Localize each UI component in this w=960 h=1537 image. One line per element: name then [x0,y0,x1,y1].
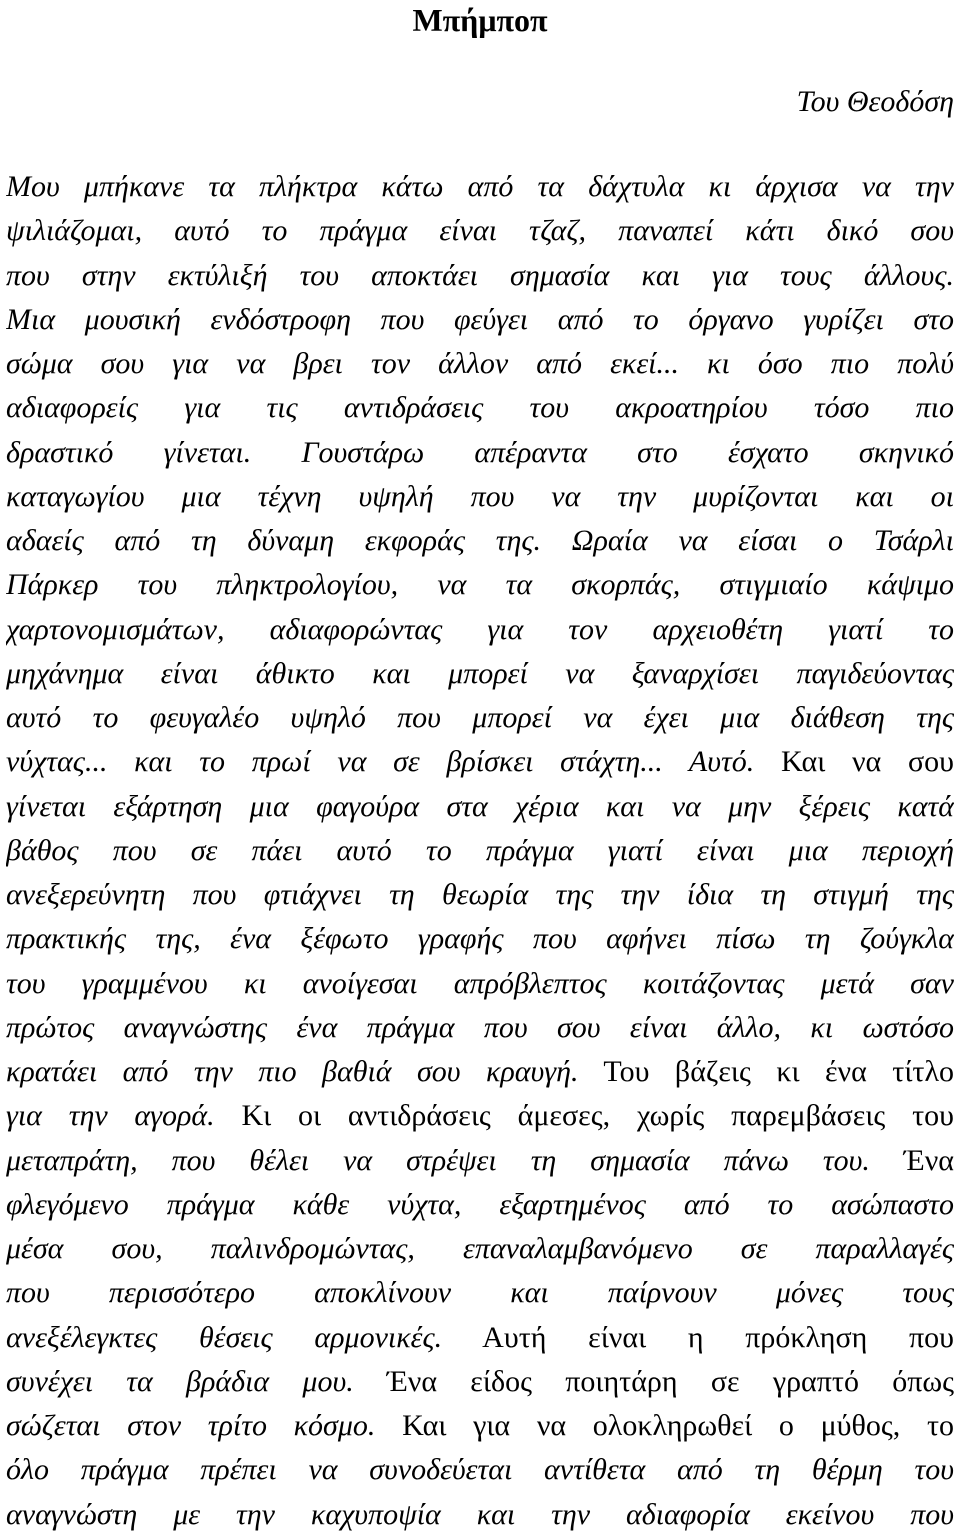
text-line [6,1050,954,1094]
text-line [6,785,954,829]
text-line [6,1006,954,1050]
text-line [6,1227,954,1271]
text-line [6,1094,954,1138]
text-line [6,608,954,652]
text-segment: σώζεται στον τρίτο κόσμο. [6,1409,376,1442]
text-line [6,696,954,740]
text-line [6,652,954,696]
text-segment: του γραμμένου κι ανοίγεσαι απρόβλεπτος κοιτάζοντας μετά σαν [6,966,954,1000]
text-segment: αναγνώστη με την καχυποψία και την αδιαφορία εκείνου που [6,1497,954,1531]
text-segment: που περισσότερο αποκλίνουν και παίρνουν μόνες τους [6,1276,954,1310]
text-segment: μηχάνημα είναι άθικτο και μπορεί να ξαναρχίσει παγιδεύοντας [6,656,954,690]
text-segment: φλεγόμενο πράγμα κάθε νύχτα, εξαρτημένος από το ασώπαστο [6,1187,954,1221]
text-segment: καταγωγίου μια τέχνη υψηλή που να την μυρίζονται και οι [6,479,954,513]
text-line [6,1139,954,1183]
text-segment: αδιαφορείς για τις αντιδράσεις του ακροατηρίου τόσο πιο [6,391,954,425]
text-line [6,1183,954,1227]
text-segment: Πάρκερ του πληκτρολογίου, να τα σκορπάς, στιγμιαίο κάψιμο [6,568,954,602]
text-segment: Αυτή είναι η πρόκληση που [442,1320,954,1354]
text-segment: πρώτος αναγνώστης ένα πράγμα που σου είναι άλλο, κι ωστόσο [6,1010,954,1044]
text-segment: βάθος που σε πάει αυτό το πράγμα γιατί είναι μια περιοχή [6,833,954,867]
text-line [6,386,954,430]
text-line [6,165,954,209]
page-title: Μπήμποπ [412,2,548,38]
text-line [6,1448,954,1492]
text-segment: σώμα σου για να βρει τον άλλον από εκεί... κι όσο πιο πολύ [6,347,954,380]
text-segment: γίνεται εξάρτηση μια φαγούρα στα χέρια και να μην ξέρεις κατά [6,789,954,823]
text-segment: ανεξέλεγκτες θέσεις αρμονικές. [6,1320,443,1354]
text-segment: συνέχει τα βράδια μου. [6,1364,354,1398]
text-segment: δραστικό γίνεται. Γουστάρω απέραντα στο έσχατο σκηνικό [6,435,954,469]
text-segment: για την αγορά. [6,1099,215,1133]
text-segment: που στην εκτύλιξή του αποκτάει σημασία και για τους άλλους. [6,258,954,292]
text-line [6,519,954,563]
text-segment: χαρτονομισμάτων, αδιαφορώντας για τον αρχειοθέτη γιατί το [6,612,954,646]
dedication: Του Θεοδόση [796,85,954,118]
text-line [6,962,954,1006]
text-segment: όλο πράγμα πρέπει να συνοδεύεται αντίθετα από τη θέρμη του [6,1453,954,1487]
text-line [6,1316,954,1360]
text-line [6,1493,954,1537]
text-segment: κρατάει από την πιο βαθιά σου κραυγή. [6,1055,579,1088]
text-segment: ψιλιάζομαι, αυτό το πράγμα είναι τζαζ, παναπεί κάτι δικό σου [6,214,954,248]
text-segment: Ένα είδος ποιητάρη σε γραπτό όπως [353,1364,954,1398]
text-segment: Του βάζεις κι ένα τίτλο [578,1055,954,1088]
text-segment: αδαείς από τη δύναμη εκφοράς της. Ωραία να είσαι ο Τσάρλι [6,524,954,557]
text-line [6,342,954,386]
text-segment: ανεξερεύνητη που φτιάχνει τη θεωρία της την ίδια τη στιγμή της [6,878,954,911]
text-line [6,431,954,475]
text-line [6,475,954,519]
text-line [6,1404,954,1448]
text-segment: Και να σου [754,745,954,779]
text-line [6,209,954,253]
text-line [6,829,954,873]
text-segment: Μια μουσική ενδόστροφη που φεύγει από το όργανο γυρίζει στο [6,302,954,336]
text-line [6,873,954,917]
text-line [6,298,954,342]
text-segment: μεταπράτη, που θέλει να στρέψει τη σημασία πάνω του. [6,1143,870,1177]
text-line [6,1360,954,1404]
text-segment: αυτό το φευγαλέο υψηλό που μπορεί να έχει μια διάθεση της [6,701,954,734]
text-segment: Μου μπήκανε τα πλήκτρα κάτω από τα δάχτυλα κι άρχισα να την [6,170,954,203]
text-line [6,740,954,784]
text-line [6,1271,954,1315]
text-line [6,254,954,298]
text-line [6,563,954,607]
text-line [6,917,954,961]
text-segment: Ένα [869,1143,954,1177]
text-segment: Και για να ολοκληρωθεί ο μύθος, το [375,1409,954,1442]
text-segment: Κι οι αντιδράσεις άμεσες, χωρίς παρεμβάσεις του [214,1099,954,1133]
text-segment: μέσα σου, παλινδρομώντας, επαναλαμβανόμενο σε παραλλαγές [6,1232,954,1265]
body-text [6,165,954,1537]
text-segment: πρακτικής της, ένα ξέφωτο γραφής που αφήνει πίσω τη ζούγκλα [6,922,954,956]
text-segment: νύχτας... και το πρωί να σε βρίσκει στάχτη... Αυτό. [6,745,755,779]
